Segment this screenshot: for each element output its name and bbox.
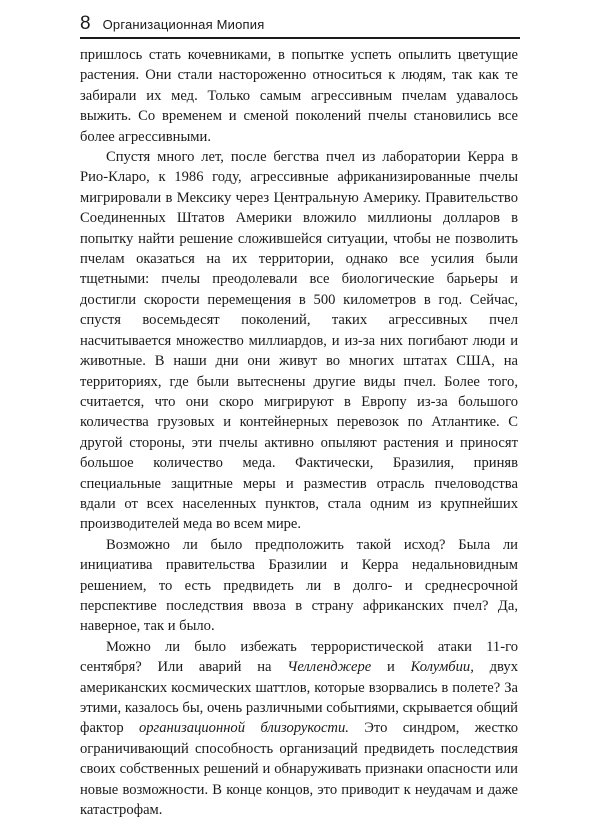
paragraph-4-part-c: двух американских космических шаттлов, которые взорвались в полете? За этими, казалось бы, очень различными событиями, скрывается общий фактор <box>80 659 519 737</box>
term-organizational-myopia: организационной близорукости. <box>138 720 349 737</box>
challenger-name: Челленджере <box>287 659 372 676</box>
paragraph-3: Возможно ли было предположить такой исход? Была ли инициатива правительства Бразилии и Керра недальновидным решением, то есть предвидеть ли в долго- и среднесрочной перспективе последствия ввоза в страну африканских пчел? Да, наверное, так и было. <box>80 536 518 635</box>
page-number: 8 <box>80 13 91 34</box>
paragraph-4-part-b: и <box>371 659 411 676</box>
paragraph-4-part-a: Можно ли было избежать террористической атаки 11-го сентября? Или аварий на <box>80 638 518 676</box>
paragraph-1: пришлось стать кочевниками, в попытке успеть опылить цветущие растения. Они стали настороженно относиться к людям, так как те забирали их мед. Только самым агрессивным пчелам удавалось выжить. Со временем и сменой поколений пчелы становились все более агрессивными. <box>80 47 518 145</box>
paragraph-2: Спустя много лет, после бегства пчел из лаборатории Керра в Рио-Кларо, к 1986 году, агрессивные африканизированные пчелы мигрировали в Мексику через Центральную Америку. Правительство Соединенных Штатов Америки вложило миллионы долларов в попытку найти решение сложившейся ситуации, чтобы не позволить пчелам оказаться на их территории, однако все усилия были тщетными: пчелы преодолевали все биологические барьеры и достигли скорости перемещения в 500 километров в год. Сейчас, спустя восемьдесят поколений, таких агрессивных пчел насчитывается множество миллиардов, и из-за них погибают люди и животные. В наши дни они живут во многих штатах США, на территориях, где были вытеснены другие виды пчел. Более того, считается, что они скоро мигрируют в Европу из-за большого количества грузовых и контейнерных перевозок по Атлантике. С другой стороны, эти пчелы активно опыляют растения и приносят большое количество меда. Фактически, Бразилия, приняв специальные защитные меры и разместив отрасль пчеловодства вдали от всех населенных пунктов, стала одним из крупнейших производителей меда во всем мире. <box>80 149 518 533</box>
columbia-name: Колумбии, <box>410 659 474 676</box>
paragraph-4 <box>80 637 518 820</box>
running-header <box>80 14 520 39</box>
paragraph-4-part-d: Это синдром, жестко ограничивающий способность организаций предвидеть последствия своих собственных решений и обнаруживать признаки опасности или новые возможности. В конце концов, это приводит к неудачам и даже катастрофам. <box>80 720 518 819</box>
running-title: Организационная Миопия <box>102 17 265 32</box>
body-text <box>80 45 518 820</box>
